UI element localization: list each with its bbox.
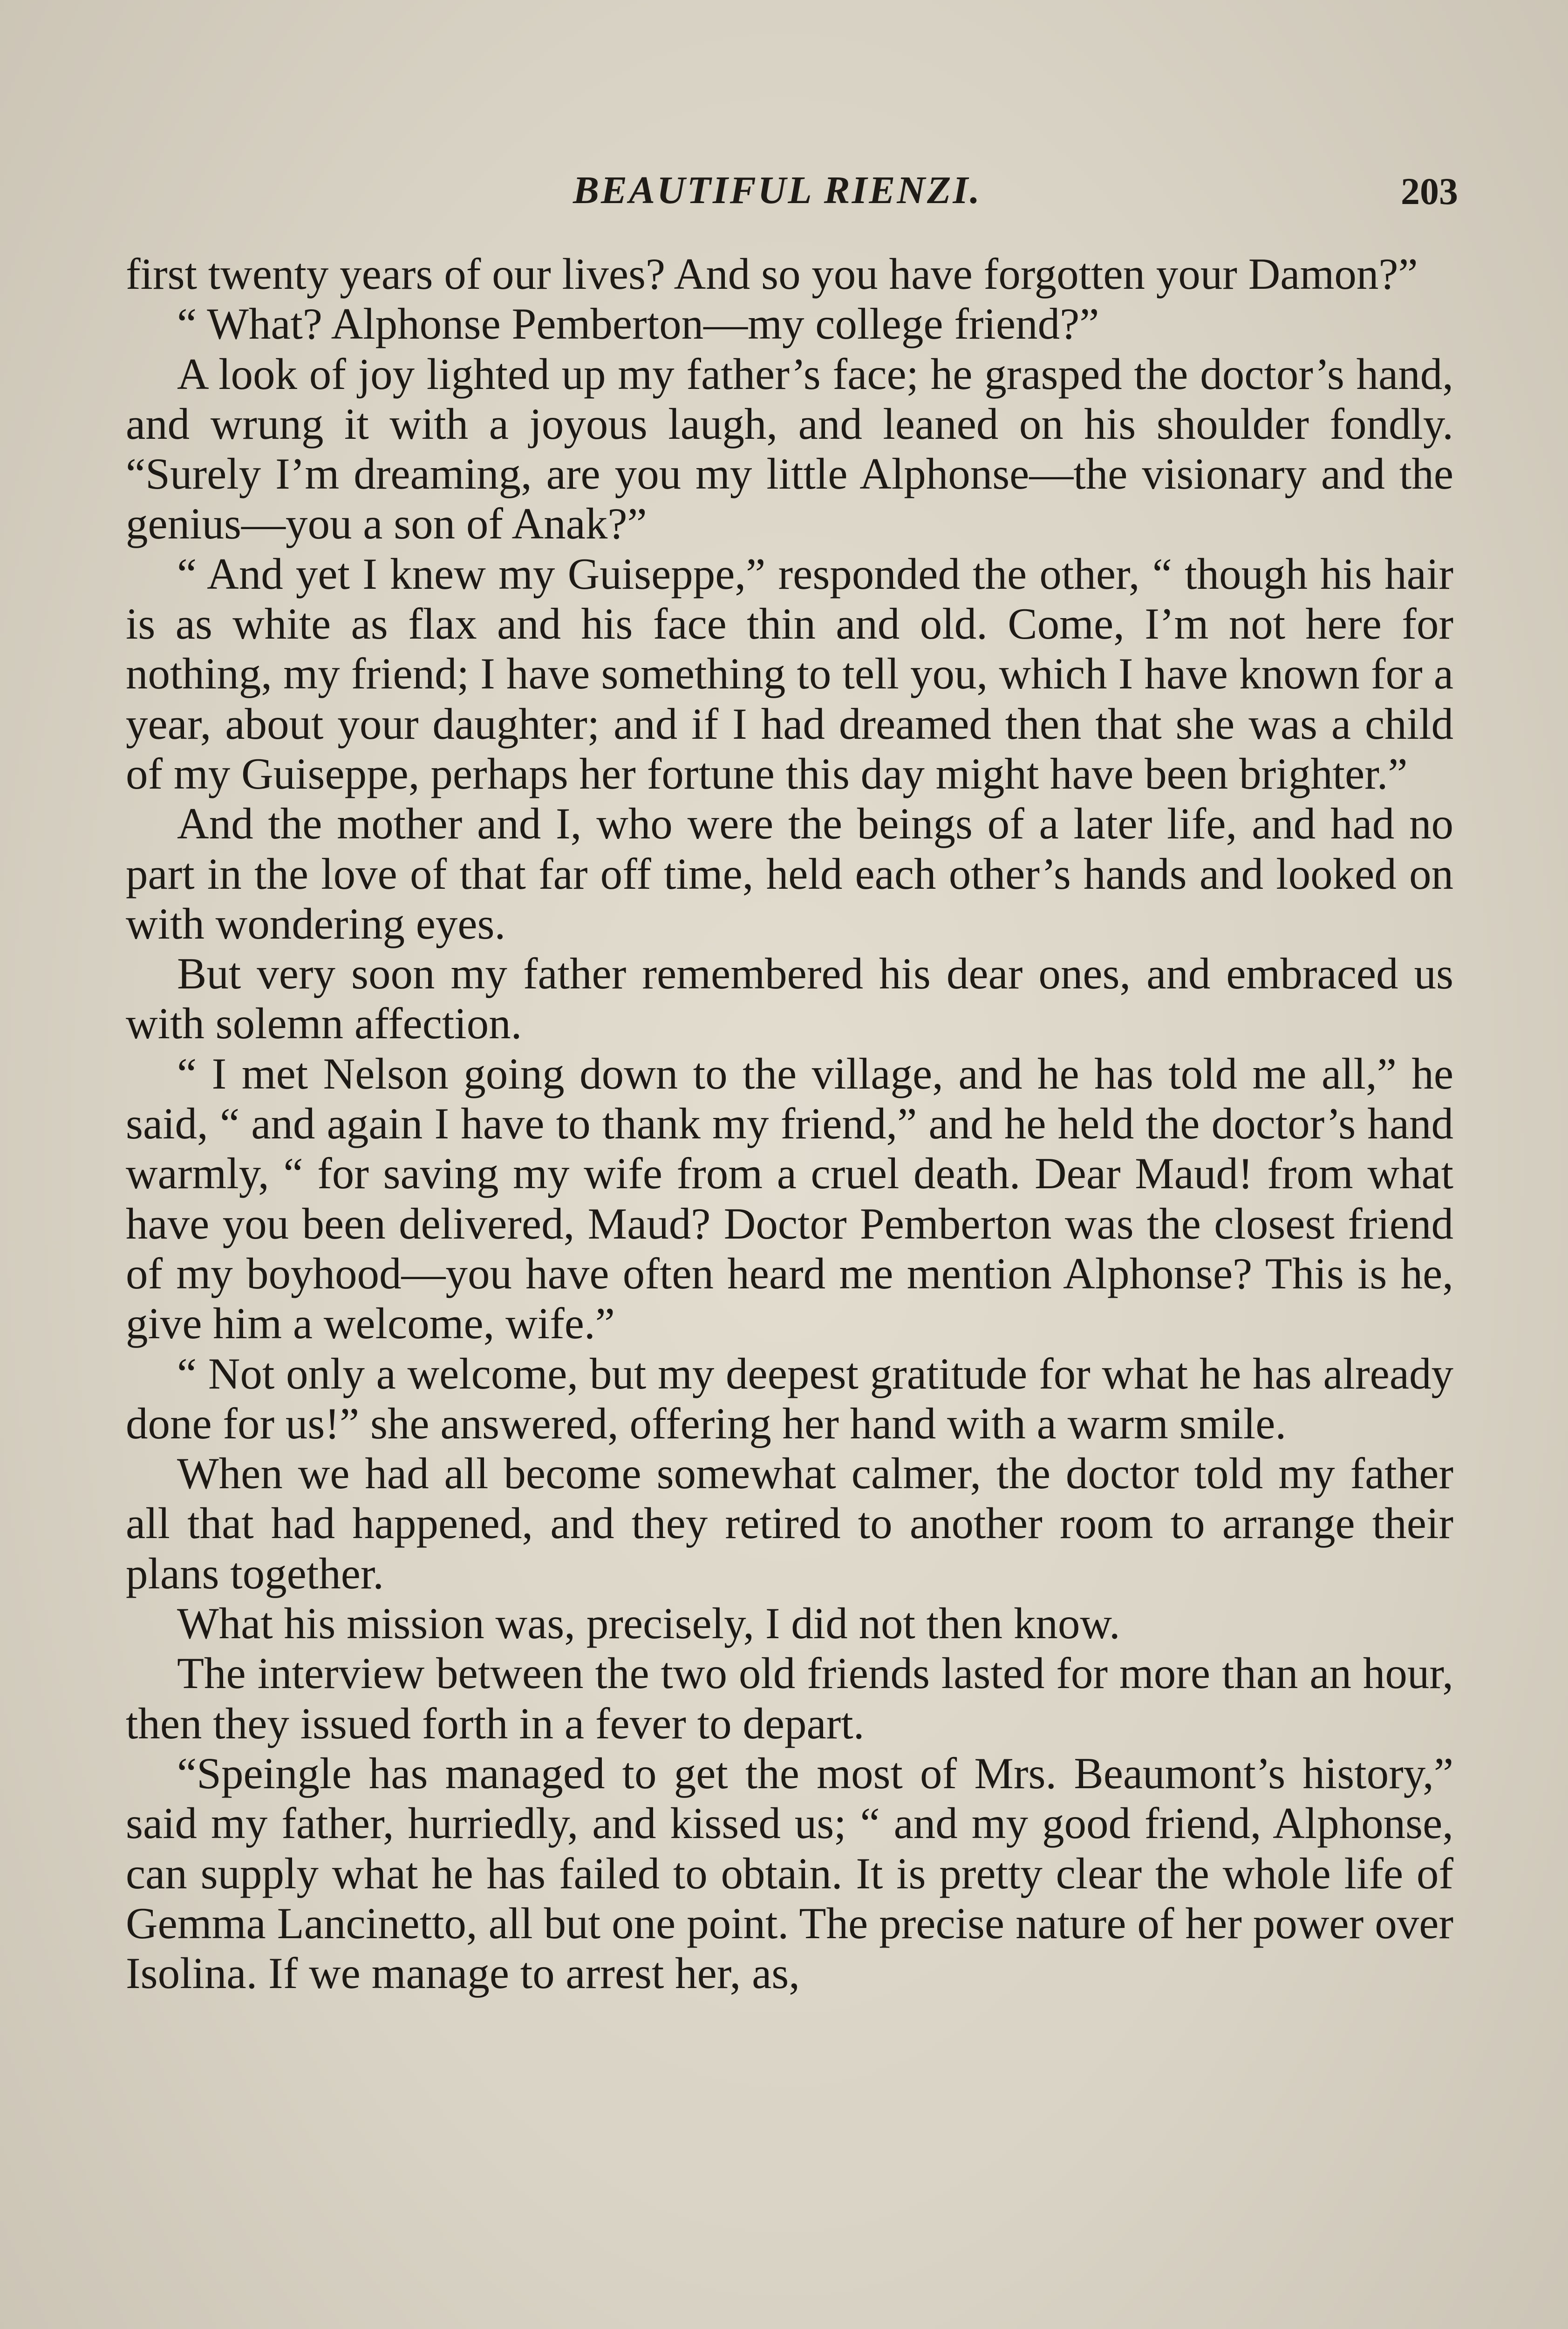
paragraph-1: first twenty years of our lives? And so you have forgotten your Damon?”	[126, 249, 1418, 299]
paragraph-9: When we had all become somewhat calmer, the doctor told my father all that had happened, and they retired to another room to arrange their plans together.	[126, 1449, 1453, 1598]
paragraph-4: “ And yet I knew my Guiseppe,” responded the other, “ though his hair is as white as flax and his face thin and old. Come, I’m not here for nothing, my friend; I have something to tell you, which I have known for a year, about your daughter; and if I had dreamed then that she was a child of my Guiseppe, perhaps her fortune this day might have been brighter.”	[126, 549, 1453, 798]
paragraph-12: “Speingle has managed to get the most of Mrs. Beaumont’s history,” said my father, hurriedly, and kissed us; “ and my good friend, Alphonse, can supply what he has failed to obtain. It is pretty clear the whole life of Gemma Lancinetto, all but one point. The precise nature of her power over Isolina. If we manage to arrest her, as,	[126, 1748, 1453, 1998]
page-number: 203	[1401, 170, 1458, 212]
paragraph-3: A look of joy lighted up my father’s face; he grasped the doctor’s hand, and wrung it with a joyous laugh, and leaned on his shoulder fondly. “Surely I’m dreaming, are you my little Alphonse—the visionary and the genius—you a son of Anak?”	[126, 349, 1453, 549]
page-header	[135, 168, 1458, 219]
paragraph-8: “ Not only a welcome, but my deepest gratitude for what he has already done for us!” she answered, offering her hand with a warm smile.	[126, 1348, 1453, 1448]
paragraph-2: “ What? Alphonse Pemberton—my college friend?”	[177, 299, 1099, 349]
paragraph-10: What his mission was, precisely, I did not then know.	[177, 1599, 1120, 1648]
paragraph-7: “ I met Nelson going down to the village, and he has told me all,” he said, “ and again I have to thank my friend,” and he held the doctor’s hand warmly, “ for saving my wife from a cruel death. Dear Maud! from what have you been delivered, Maud? Doctor Pemberton was the closest friend of my boyhood—you have often heard me mention Alphonse? This is he, give him a welcome, wife.”	[126, 1049, 1453, 1348]
body-text	[126, 249, 1453, 1998]
paragraph-6: But very soon my father remembered his dear ones, and embraced us with solemn affection.	[126, 949, 1453, 1049]
paragraph-5: And the mother and I, who were the beings of a later life, and had no part in the love of that far off time, held each other’s hands and looked on with wondering eyes.	[126, 799, 1453, 948]
running-title: BEAUTIFUL RIENZI.	[573, 169, 982, 212]
paragraph-11: The interview between the two old friends lasted for more than an hour, then they issued forth in a fever to depart.	[126, 1648, 1453, 1748]
